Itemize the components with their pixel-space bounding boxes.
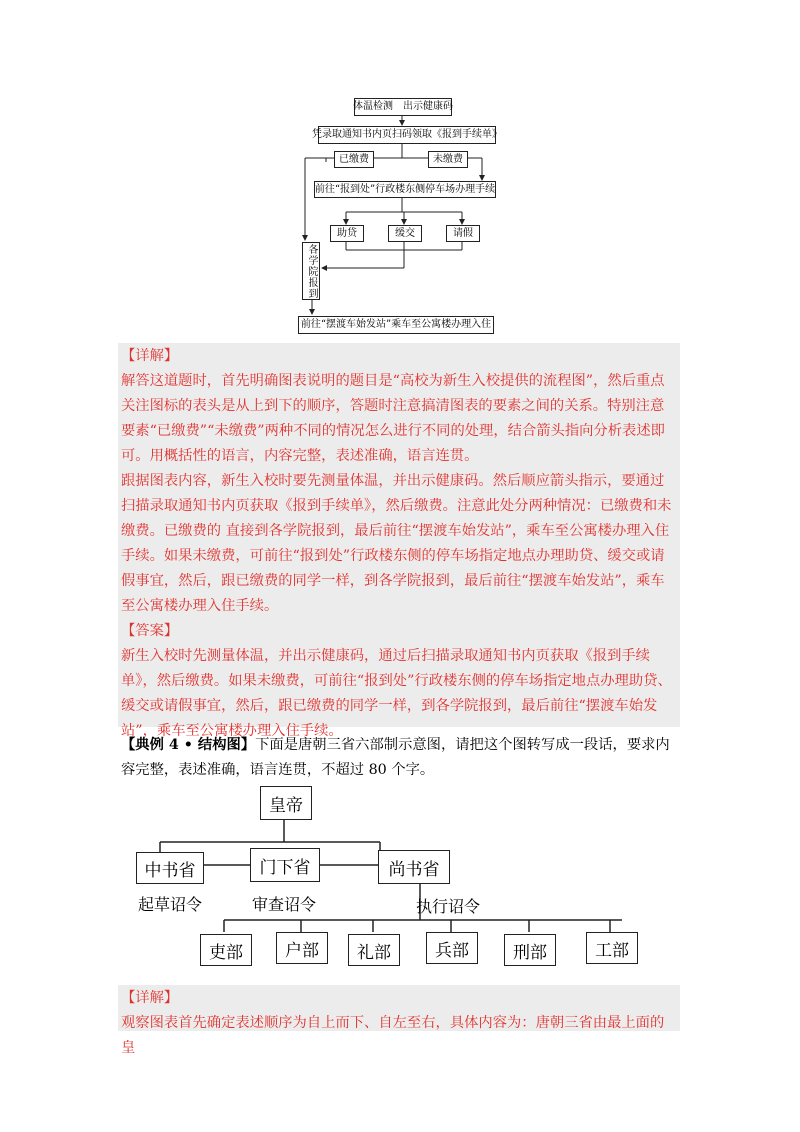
org-xing: 刑部 [504,934,556,966]
label-execute: 执行诏令 [416,897,481,916]
answer-header: 【答案】 [121,623,179,639]
flow-node-leave: 请假 [446,225,480,242]
flow-node-college: 各学院报到 [302,242,320,300]
org-emperor: 皇帝 [260,786,312,820]
solution-section-2 [121,986,677,1061]
org-zhongshu: 中书省 [136,852,204,884]
org-menxia: 门下省 [250,848,320,882]
org-li-rites: 礼部 [348,934,400,966]
example-4-text: 下面是唐朝三省六部制示意图，请把这个图转写成一段话，要求内容完整，表述准确，语言连贯，不超过 80 个字。 [121,737,670,778]
org-li-personnel: 吏部 [200,934,252,966]
org-bing: 兵部 [426,932,478,964]
flow-node-scan-code: 凭录取通知书内页扫码领取《报到手续单》 [318,126,496,144]
label-review: 审查诏令 [252,895,317,914]
org-hu: 户部 [276,932,328,964]
detail-paragraph-3: 观察图表首先确定表述顺序为自上而下、自左至右，具体内容为：唐朝三省由最上面的皇 [121,1015,665,1056]
solution-section-1 [121,344,677,744]
detail-header: 【详解】 [121,348,179,364]
org-gong: 工部 [586,932,638,964]
example-4-question [121,733,677,783]
detail-paragraph-1: 解答这道题时，首先明确图表说明的题目是“高校为新生入校提供的流程图”，然后重点关注图标的表头是从上到下的顺序，答题时注意搞清图表的要素之间的关系。特别注意要素“已缴费”“未缴费”两种不同的情况怎么进行不同的处理，结合箭头指向分析表述即可。用概括性的语言，内容完整，表述准确，语言连贯。 [121,373,665,464]
flow-node-unpaid: 未缴费 [428,151,468,168]
flow-node-temperature: 体温检测 出示健康码 [354,98,452,116]
detail-paragraph-2: 跟据图表内容，新生入校时要先测量体温，并出示健康码。然后顺应箭头指示，要通过扫描录取通知书内页获取《报到手续单》，然后缴费。注意此处分两种情况：已缴费和未缴费。已缴费的 直接到各学院报到，最后前往“摆渡车始发站”，乘车至公寓楼办理入住手续。如果未缴费，可前往“报到处”行政楼东侧的停车场指定地点办理助贷、缓交或请假事宜，然后，跟已缴费的同学一样，到各学院报到，最后前往“摆渡车始发站”，乘车至公寓楼办理入住手续。 [121,473,672,614]
example-4-title: 【典例 4 • 结构图】 [121,737,256,753]
flow-node-registration-office: 前往“报到处”行政楼东侧停车场办理手续 [314,181,496,198]
flow-node-paid: 已缴费 [334,151,374,168]
three-departments-chart [120,780,680,980]
detail-header-2: 【详解】 [121,990,179,1006]
flow-node-final: 前往“摆渡车始发站”乘车至公寓楼办理入住 [298,316,494,334]
enrollment-flowchart [290,92,510,338]
flow-node-defer: 缓交 [388,225,422,242]
label-draft: 起草诏令 [138,895,203,914]
answer-paragraph: 新生入校时先测量体温，并出示健康码，通过后扫描录取通知书内页获取《报到手续单》，然后缴费。如果未缴费，可前往“报到处”行政楼东侧的停车场指定地点办理助贷、缓交或请假事宜，然后，跟已缴费的同学一样，到各学院报到，最后前往“摆渡车始发站”，乘车至公寓楼办理入住手续。 [121,648,672,739]
flow-node-loan: 助贷 [330,225,364,242]
org-shangshu: 尚书省 [378,850,450,884]
